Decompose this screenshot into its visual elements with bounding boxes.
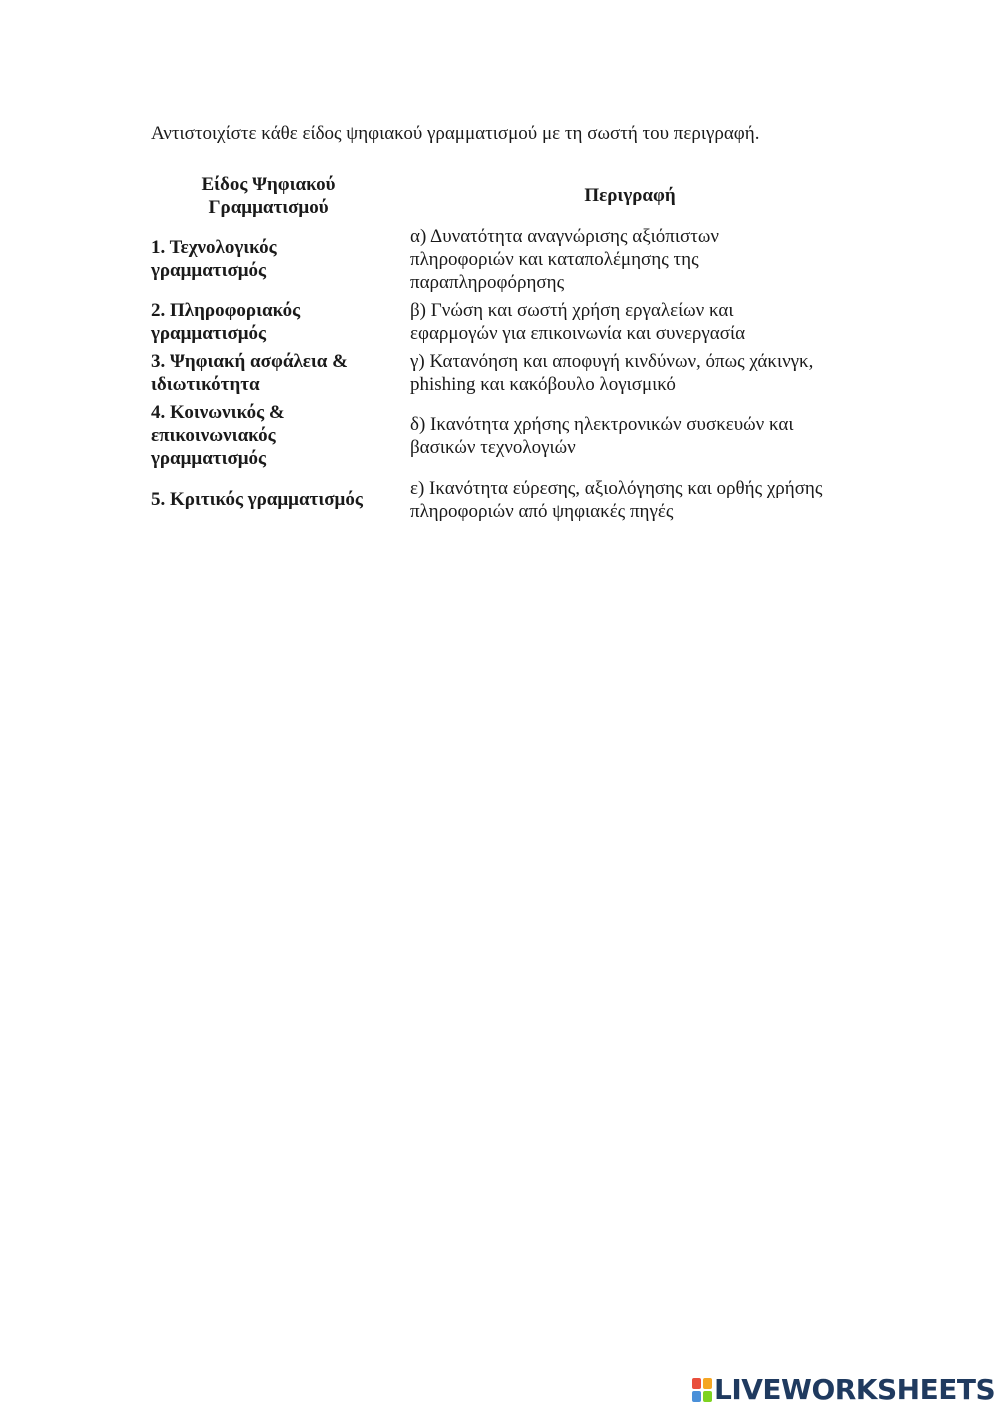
right-item-e bbox=[410, 477, 860, 523]
left-item-2 bbox=[151, 299, 386, 345]
left-item-line: επικοινωνιακός bbox=[151, 425, 276, 446]
right-item-b bbox=[410, 299, 860, 345]
instruction-text: Αντιστοιχίστε κάθε είδος ψηφιακού γραμματισμού με τη σωστή του περιγραφή. bbox=[151, 123, 760, 144]
right-item-line: πληροφοριών από ψηφιακές πηγές bbox=[410, 501, 674, 522]
left-item-line: γραμματισμός bbox=[151, 323, 267, 344]
right-item-line: ε) Ικανότητα εύρεσης, αξιολόγησης και ορθής χρήσης bbox=[410, 478, 823, 499]
right-item-a bbox=[410, 225, 860, 294]
left-item-4 bbox=[151, 401, 386, 470]
table-header-type bbox=[151, 173, 386, 219]
left-item-3 bbox=[151, 350, 386, 396]
liveworksheets-logo bbox=[692, 1373, 996, 1406]
right-item-line: α) Δυνατότητα αναγνώρισης αξιόπιστων bbox=[410, 226, 719, 247]
right-item-line: πληροφοριών και καταπολέμησης της bbox=[410, 249, 699, 270]
left-item-line: γραμματισμός bbox=[151, 260, 267, 281]
right-item-line: εφαρμογών για επικοινωνία και συνεργασία bbox=[410, 323, 746, 344]
left-item-line: 3. Ψηφιακή ασφάλεια & bbox=[151, 351, 348, 372]
left-item-line: 1. Τεχνολογικός bbox=[151, 237, 277, 258]
left-item-line: 4. Κοινωνικός & bbox=[151, 402, 285, 423]
right-item-line: βασικών τεχνολογιών bbox=[410, 437, 576, 458]
table-header-type-line: Γραμματισμού bbox=[208, 197, 329, 218]
right-item-c bbox=[410, 350, 860, 396]
right-item-line: δ) Ικανότητα χρήσης ηλεκτρονικών συσκευών και bbox=[410, 414, 794, 435]
left-item-line: γραμματισμός bbox=[151, 448, 267, 469]
logo-text: LIVEWORKSHEETS bbox=[714, 1373, 996, 1406]
right-item-line: β) Γνώση και σωστή χρήση εργαλείων και bbox=[410, 300, 734, 321]
left-item-line: ιδιωτικότητα bbox=[151, 374, 260, 395]
left-item-5 bbox=[151, 488, 386, 511]
right-item-line: γ) Κατανόηση και αποφυγή κινδύνων, όπως χάκινγκ, bbox=[410, 351, 814, 372]
table-header-description: Περιγραφή bbox=[584, 185, 676, 206]
left-item-1 bbox=[151, 236, 386, 282]
right-item-line: παραπληροφόρησης bbox=[410, 272, 565, 293]
left-item-line: 5. Κριτικός γραμματισμός bbox=[151, 489, 363, 510]
left-item-line: 2. Πληροφοριακός bbox=[151, 300, 301, 321]
table-header-type-line: Είδος Ψηφιακού bbox=[201, 174, 336, 195]
right-item-line: phishing και κακόβουλο λογισμικό bbox=[410, 374, 676, 395]
right-item-d bbox=[410, 413, 860, 459]
liveworksheets-logo-icon bbox=[692, 1378, 712, 1402]
